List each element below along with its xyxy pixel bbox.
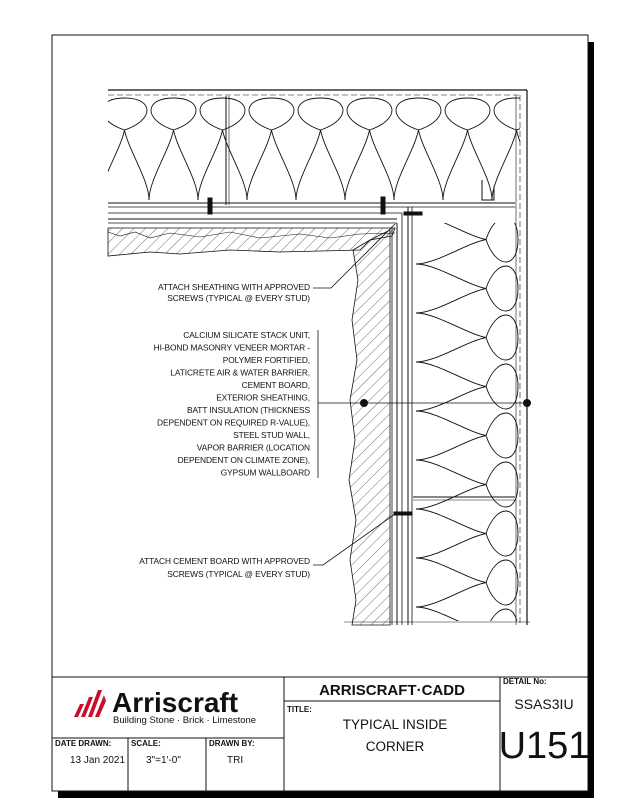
note-line: CEMENT BOARD, bbox=[241, 380, 310, 390]
note-line: HI-BOND MASONRY VENEER MORTAR - bbox=[153, 342, 310, 353]
detail-number: U151 bbox=[498, 725, 590, 767]
drawn-by-value: TRI bbox=[227, 755, 244, 766]
screw bbox=[404, 212, 422, 215]
brand-tagline: Building Stone · Brick · Limestone bbox=[113, 715, 257, 726]
brand-name: Arriscraft bbox=[112, 687, 239, 718]
title-label: TITLE: bbox=[287, 705, 312, 714]
title-line-1: TYPICAL INSIDE bbox=[342, 717, 448, 732]
cadd-title: ARRISCRAFT·CADD bbox=[319, 682, 465, 699]
note-line: STEEL STUD WALL, bbox=[233, 430, 310, 440]
screw bbox=[208, 198, 212, 214]
note-line: POLYMER FORTIFIED, bbox=[222, 355, 310, 365]
note-line: SCREWS (TYPICAL @ EVERY STUD) bbox=[167, 569, 310, 579]
note-line: VAPOR BARRIER (LOCATION bbox=[196, 442, 310, 453]
detail-code: SSAS3IU bbox=[514, 696, 574, 712]
note-line: DEPENDENT ON CLIMATE ZONE), bbox=[177, 455, 310, 465]
note-line: SCREWS (TYPICAL @ EVERY STUD) bbox=[167, 293, 310, 303]
scale-label: SCALE: bbox=[131, 739, 161, 748]
note-line: CALCIUM SILICATE STACK UNIT, bbox=[183, 330, 310, 340]
scale-value: 3"=1'-0" bbox=[146, 755, 181, 766]
detail-label: DETAIL No: bbox=[503, 677, 547, 686]
note-line: BATT INSULATION (THICKNESS bbox=[186, 405, 310, 415]
screw bbox=[381, 197, 385, 214]
note-sheathing bbox=[158, 282, 310, 303]
date-value: 13 Jan 2021 bbox=[70, 755, 126, 766]
note-line: LATICRETE AIR & WATER BARRIER, bbox=[170, 367, 310, 378]
title-line-2: CORNER bbox=[365, 739, 425, 754]
note-line: EXTERIOR SHEATHING, bbox=[216, 392, 310, 403]
drawn-by-label: DRAWN BY: bbox=[209, 739, 255, 748]
note-line: GYPSUM WALLBOARD bbox=[220, 467, 310, 478]
note-line: ATTACH SHEATHING WITH APPROVED bbox=[158, 282, 310, 292]
note-line: ATTACH CEMENT BOARD WITH APPROVED bbox=[139, 556, 310, 566]
date-label: DATE DRAWN: bbox=[55, 739, 112, 748]
note-line: DEPENDENT ON REQUIRED R-VALUE), bbox=[157, 417, 310, 428]
